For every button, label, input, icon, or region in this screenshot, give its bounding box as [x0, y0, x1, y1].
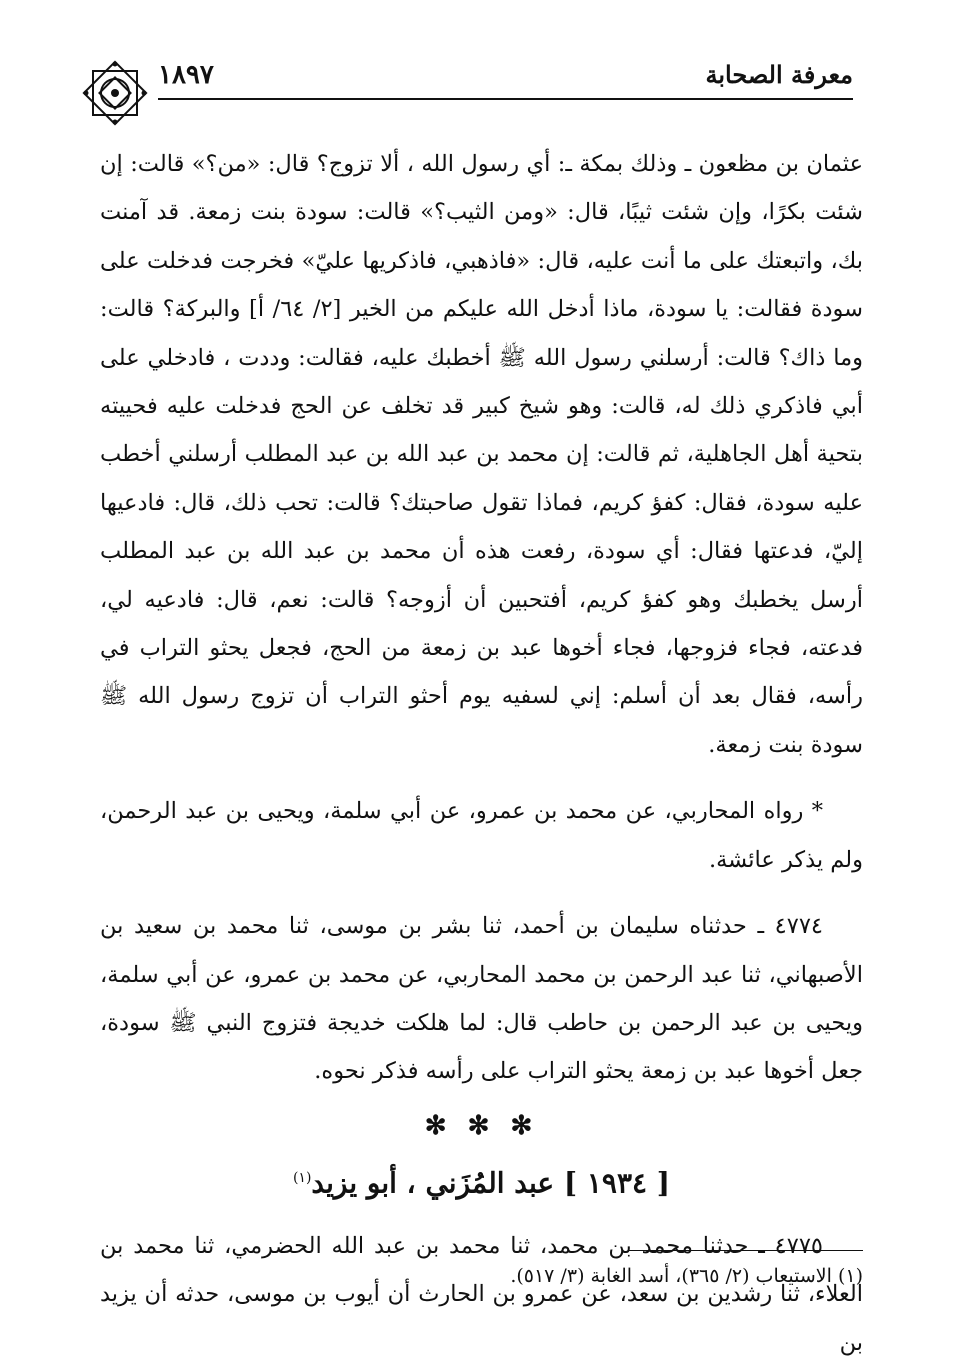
paragraph-narrative: عثمان بن مظعون ـ وذلك بمكة ـ: أي رسول الله ، ألا تزوج؟ قال: «من؟» قالت: إن شئت بكرًا، وإن شئت ثيبًا، قال: «ومن الثيب؟» قالت: سودة بنت زمعة. قد آمنت بك، واتبعتك على ما أنت عليه، قال: «فاذهبي، فاذكريها عليّ» فخرجت فدخلت على سودة فقالت: يا سودة، ماذا أدخل الله عليكم من الخير [٢/ ٦٤/ أ] والبركة؟ قالت: وما ذاك؟ قالت: أرسلني رسول الله ﷺ أخطبك عليه، فقالت: وددت ، فادخلي على أبي فاذكري ذلك له، قالت: وهو شيخ كبير قد تخلف عن الحج فدخلت عليه فحييته بتحية أهل الجاهلية، ثم قالت: إن محمد بن عبد الله بن عبد المطلب أرسلني أخطب عليه سودة، فقال: كفؤ كريم، فماذا تقول صاحبتك؟ قالت: تحب ذلك، قال: فادعيها إليّ، فدعتها فقال: أي سودة، رفعت هذه أن محمد بن عبد الله بن عبد المطلب أرسل يخطبك وهو كفؤ كريم، أفتحبين أن أزوجه؟ قالت: نعم، قال: فادعيه لي، فدعته، فجاء فزوجها، فجاء أخوها عبد بن زمعة من الحج، فجعل يحثو التراب في رأسه، فقال بعد أن أسلم: إني لسفيه يوم أحثو التراب أن تزوج رسول الله ﷺ سودة بنت زمعة. — [100, 151, 863, 758]
paragraph-hadith-4774: ٤٧٧٤ ـ حدثناه سليمان بن أحمد، ثنا بشر بن موسى، ثنا محمد بن سعيد بن الأصبهاني، ثنا عبد الرحمن بن محمد المحاربي، عن محمد بن عمرو، عن أبي سلمة، ويحيى بن عبد الرحمن بن حاطب قال: لما هلكت خديجة فتزوج النبي ﷺ سودة، جعل أخوها عبد بن زمعة يحثو التراب على رأسه فذكر نحوه. — [100, 913, 863, 1085]
footnote-marker: (١) — [292, 1170, 312, 1187]
section-heading — [100, 1154, 863, 1208]
paragraph-narration-note: * رواه المحاربي، عن محمد بن عمرو، عن أبي سلمة، ويحيى بن عبد الرحمن، ولم يذكر عائشة. — [100, 798, 863, 873]
footnote-divider — [628, 1250, 863, 1251]
octagonal-star-ornament-icon — [80, 58, 150, 128]
section-heading-text: [ ١٩٣٤ ] عبد المُزَني ، أبو يزيد — [311, 1166, 671, 1200]
page-number: ١٨٩٧ — [158, 60, 214, 90]
paragraph-hadith-4775: ٤٧٧٥ ـ حدثنا محمد بن محمد، ثنا محمد بن عبد الله الحضرمي، ثنا محمد بن العلاء، ثنا رشدين بن سعد، عن عمرو بن الحارث أن أيوب بن موسى، حدثه أن يزيد بن — [100, 1232, 863, 1356]
footnote: (١) الاستيعاب (٢/ ٣٦٥)، أسد الغابة (٣/ ٥١٧). — [510, 1265, 863, 1287]
section-separator: ✻ ✻ ✻ — [424, 1110, 539, 1141]
running-title: معرفة الصحابة — [705, 60, 853, 89]
main-text — [100, 140, 863, 1367]
header-divider — [158, 98, 853, 100]
page-header — [80, 58, 853, 128]
